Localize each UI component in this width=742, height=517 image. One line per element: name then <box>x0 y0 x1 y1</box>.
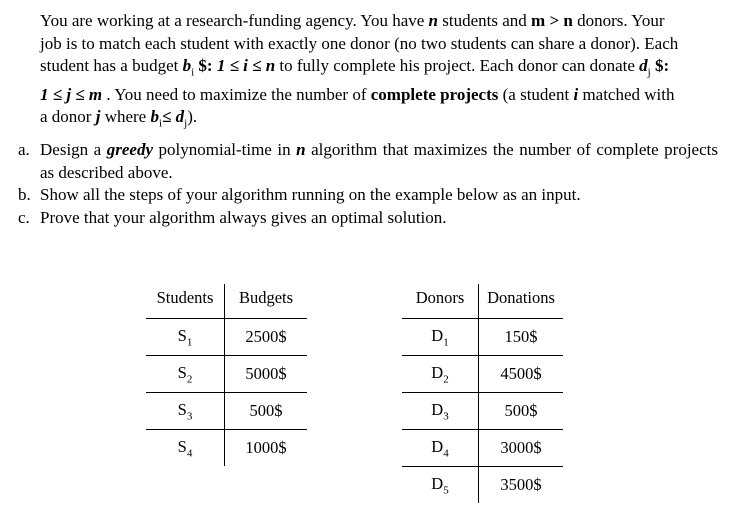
table-row <box>146 393 307 430</box>
donor-index: 2 <box>443 373 449 386</box>
range-i: 1 ≤ i ≤ n <box>216 56 276 75</box>
table-row <box>146 356 307 393</box>
student-cell <box>146 430 225 467</box>
donor-name: D <box>431 325 444 345</box>
task-a-text-part: polynomial-time in <box>153 140 297 159</box>
budget-cell: 1000$ <box>225 430 308 467</box>
donors-header: Donors <box>402 284 479 319</box>
donation-cell: 3500$ <box>479 467 564 504</box>
sub-i: i <box>191 66 195 79</box>
table-row <box>402 356 563 393</box>
donation-cell: 3000$ <box>479 430 564 467</box>
intro-text: (a student <box>498 84 574 104</box>
cond-b: b <box>150 107 159 127</box>
donations-header: Donations <box>479 284 564 319</box>
student-cell <box>146 393 225 430</box>
table-row <box>146 430 307 467</box>
greedy-word: greedy <box>106 140 154 159</box>
task-a-text <box>40 139 718 184</box>
table-row <box>402 393 563 430</box>
task-a <box>18 139 718 184</box>
donor-name: D <box>431 399 444 419</box>
donor-name: D <box>431 436 444 456</box>
donor-index: 5 <box>443 484 449 497</box>
cond-sub-i: i <box>158 117 163 130</box>
student-index: 3 <box>186 410 193 423</box>
cond-sub-j: j <box>184 117 188 130</box>
dollar-sign: $: <box>650 56 670 75</box>
task-a-marker: a. <box>18 140 30 159</box>
donation-cell: 150$ <box>479 319 564 356</box>
donor-name: D <box>431 473 444 493</box>
table-row <box>402 319 563 356</box>
task-c-text: Prove that your algorithm always gives an optimal solution. <box>40 207 447 227</box>
student-name: S <box>177 436 187 456</box>
complete-projects: complete projects <box>370 84 499 104</box>
task-a-text-part: Design a <box>40 140 107 159</box>
intro-text: . You need to maximize the number of <box>102 84 371 104</box>
dollar-sign: $: <box>194 56 217 75</box>
student-index: 4 <box>186 447 193 460</box>
student-name: S <box>177 325 187 345</box>
var-b: b <box>182 56 192 75</box>
donor-cell <box>402 393 479 430</box>
donor-index: 4 <box>443 447 449 460</box>
table-row <box>146 319 307 356</box>
budget-cell: 2500$ <box>225 319 308 356</box>
task-list <box>18 139 718 229</box>
intro-text: matched with a donor <box>40 84 675 127</box>
var-m-gt-n: m > n <box>531 11 573 30</box>
intro-text: ). <box>187 107 198 127</box>
student-name: S <box>177 362 187 382</box>
var-d: d <box>639 56 648 75</box>
task-b <box>18 184 718 207</box>
task-a-text-part: algorithm that maximizes the number of complete projects as described above. <box>40 140 718 182</box>
intro-text: donors. Your job is to match each student with exactly one donor (no two students can share a donor). Each student has a budget <box>40 11 679 75</box>
donor-cell <box>402 319 479 356</box>
var-n: n <box>296 140 306 159</box>
intro-text: You are working at a research-funding agency. You have <box>40 11 429 30</box>
student-name: S <box>177 399 187 419</box>
budget-cell: 5000$ <box>225 356 308 393</box>
var-i: i <box>573 84 579 104</box>
table-row <box>402 430 563 467</box>
budget-cell: 500$ <box>225 393 308 430</box>
student-index: 2 <box>186 373 193 386</box>
var-n: n <box>428 11 439 30</box>
task-b-text: Show all the steps of your algorithm running on the example below as an input. <box>40 185 581 204</box>
var-j: j <box>95 107 101 127</box>
donation-cell: 4500$ <box>479 356 564 393</box>
task-c <box>18 207 718 230</box>
donor-cell <box>402 430 479 467</box>
intro-text: where <box>100 107 151 127</box>
student-cell <box>146 319 225 356</box>
donor-index: 3 <box>443 410 449 423</box>
task-b-marker: b. <box>18 185 31 204</box>
donor-cell <box>402 467 479 504</box>
problem-statement <box>40 10 680 135</box>
budgets-header: Budgets <box>225 284 308 319</box>
sub-j: j <box>647 66 651 79</box>
table-row <box>402 467 563 504</box>
cond-le-d: ≤ d <box>162 107 185 127</box>
donor-index: 1 <box>443 336 449 349</box>
intro-text: to fully complete his project. Each donor can donate <box>275 56 640 75</box>
range-j: 1 ≤ j ≤ m <box>40 84 103 104</box>
donation-cell: 500$ <box>479 393 564 430</box>
donor-cell <box>402 356 479 393</box>
students-table <box>146 284 307 466</box>
donors-table <box>402 284 563 503</box>
student-index: 1 <box>186 336 193 349</box>
intro-text: students and <box>438 11 532 30</box>
students-header: Students <box>146 284 225 319</box>
task-c-marker: c. <box>18 207 30 227</box>
student-cell <box>146 356 225 393</box>
donor-name: D <box>431 362 444 382</box>
